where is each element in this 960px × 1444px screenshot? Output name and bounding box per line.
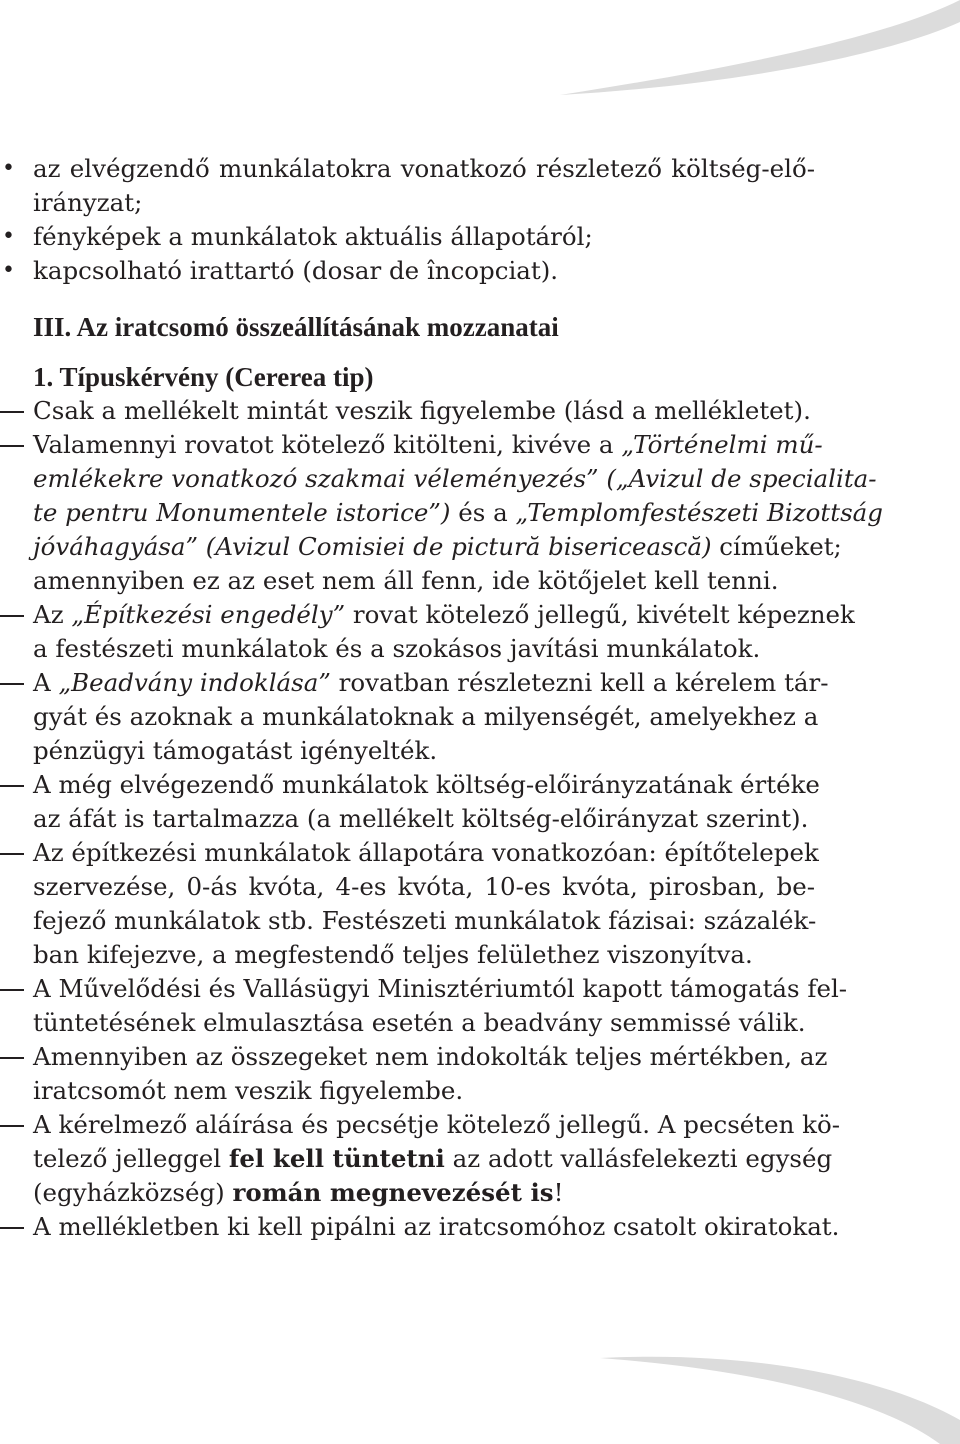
dash-item-text: emlékekre vonatkozó szakmai véleményezés” („Avizul de specialita- — [33, 464, 877, 493]
section-heading — [0, 310, 960, 344]
dash-item-text: (egyházközség) román megnevezését is! — [33, 1178, 564, 1207]
bullet-icon: • — [2, 156, 15, 181]
bullet-text: kapcsolható irattartó (dosar de încopciat). — [33, 256, 559, 285]
dash-item-text: fejező munkálatok stb. Festészeti munkálatok fázisai: százalék- — [33, 906, 817, 935]
section-heading-text: III. Az iratcsomó összeállításának mozzanatai — [33, 312, 559, 342]
dash-icon — [0, 853, 24, 855]
dash-item-text: amennyiben ez az eset nem áll fenn, ide kötőjelet kell tenni. — [33, 566, 779, 595]
dash-item-text: A mellékletben ki kell pipálni az iratcsomóhoz csatolt okiratokat. — [33, 1212, 840, 1241]
subheading-text: 1. Típuskérvény (Cererea tip) — [33, 362, 374, 392]
dash-item-continuation — [0, 530, 960, 564]
dash-item-continuation — [0, 938, 960, 972]
subheading — [0, 360, 960, 394]
dash-item-text: te pentru Monumentele istorice”) és a „Templomfestészeti Bizottság — [33, 498, 883, 527]
dash-icon — [0, 1057, 24, 1059]
dash-item-text: szervezése, 0-ás kvóta, 4-es kvóta, 10-es kvóta, pirosban, be- — [33, 872, 815, 901]
dash-item-text: az áfát is tartalmazza (a mellékelt költség-előirányzat szerint). — [33, 804, 809, 833]
bullet-text: irányzat; — [33, 188, 143, 217]
dash-item-continuation — [0, 564, 960, 598]
dash-icon — [0, 785, 24, 787]
dash-icon — [0, 1227, 24, 1229]
dash-item-text: pénzügyi támogatást igényelték. — [33, 736, 438, 765]
dash-item-text: jóváhagyása” (Avizul Comisiei de pictură bisericească) címűeket; — [33, 532, 842, 561]
dash-item — [0, 1040, 960, 1074]
dash-item-text: Amennyiben az összegeket nem indokolták teljes mértékben, az — [33, 1042, 828, 1071]
dash-item — [0, 1210, 960, 1244]
bullet-item — [0, 220, 960, 254]
dash-item-text: a festészeti munkálatok és a szokásos javítási munkálatok. — [33, 634, 761, 663]
dash-item-text: Az építkezési munkálatok állapotára vonatkozóan: építőtelepek — [33, 838, 819, 867]
bullet-item — [0, 152, 960, 186]
dash-item-text: A még elvégezendő munkálatok költség-előirányzatának értéke — [33, 770, 820, 799]
dash-item — [0, 666, 960, 700]
dash-item — [0, 598, 960, 632]
dash-item-continuation — [0, 802, 960, 836]
bullet-text: fényképek a munkálatok aktuális állapotáról; — [33, 222, 593, 251]
dash-item-continuation — [0, 632, 960, 666]
dash-item-continuation — [0, 1142, 960, 1176]
bullet-text: az elvégzendő munkálatokra vonatkozó részletező költség-elő- — [33, 154, 815, 183]
dash-item-continuation — [0, 1074, 960, 1108]
dash-item-continuation — [0, 870, 960, 904]
dash-item-text: telező jelleggel fel kell tüntetni az adott vallásfelekezti egység — [33, 1144, 833, 1173]
dash-item-text: A Művelődési és Vallásügyi Minisztériumtól kapott támogatás fel- — [33, 974, 848, 1003]
dash-icon — [0, 683, 24, 685]
dash-item-text: tüntetésének elmulasztása esetén a beadvány semmissé válik. — [33, 1008, 806, 1037]
bullet-icon: • — [2, 258, 15, 283]
dash-icon — [0, 615, 24, 617]
document-body — [0, 152, 960, 1244]
dash-item — [0, 768, 960, 802]
dash-icon — [0, 1125, 24, 1127]
dash-item-text: Valamennyi rovatot kötelező kitölteni, kivéve a „Történelmi mű- — [33, 430, 823, 459]
dash-item-continuation — [0, 462, 960, 496]
dash-item-continuation — [0, 1176, 960, 1210]
dash-item-text: Csak a mellékelt mintát veszik figyelembe (lásd a mellékletet). — [33, 396, 811, 425]
dash-item-text: iratcsomót nem veszik figyelembe. — [33, 1076, 464, 1105]
dash-item — [0, 428, 960, 462]
dash-item-continuation — [0, 496, 960, 530]
dash-item-text: Az „Építkezési engedély” rovat kötelező jellegű, kivételt képeznek — [33, 600, 855, 629]
dash-icon — [0, 445, 24, 447]
dash-item-continuation — [0, 904, 960, 938]
dash-item-continuation — [0, 734, 960, 768]
bullet-icon: • — [2, 224, 15, 249]
dash-item-text: A „Beadvány indoklása” rovatban részletezni kell a kérelem tár- — [33, 668, 829, 697]
dash-item-text: A kérelmező aláírása és pecsétje kötelező jellegű. A pecséten kö- — [33, 1110, 841, 1139]
dash-item-text: ban kifejezve, a megfestendő teljes felülethez viszonyítva. — [33, 940, 753, 969]
bullet-item — [0, 254, 960, 288]
bullet-item-continuation — [0, 186, 960, 220]
dash-item — [0, 1108, 960, 1142]
dash-icon — [0, 989, 24, 991]
dash-item-continuation — [0, 700, 960, 734]
dash-item-continuation — [0, 1006, 960, 1040]
dash-item — [0, 394, 960, 428]
dash-item — [0, 836, 960, 870]
dash-item-text: gyát és azoknak a munkálatoknak a milyenségét, amelyekhez a — [33, 702, 819, 731]
dash-icon — [0, 411, 24, 413]
dash-item — [0, 972, 960, 1006]
